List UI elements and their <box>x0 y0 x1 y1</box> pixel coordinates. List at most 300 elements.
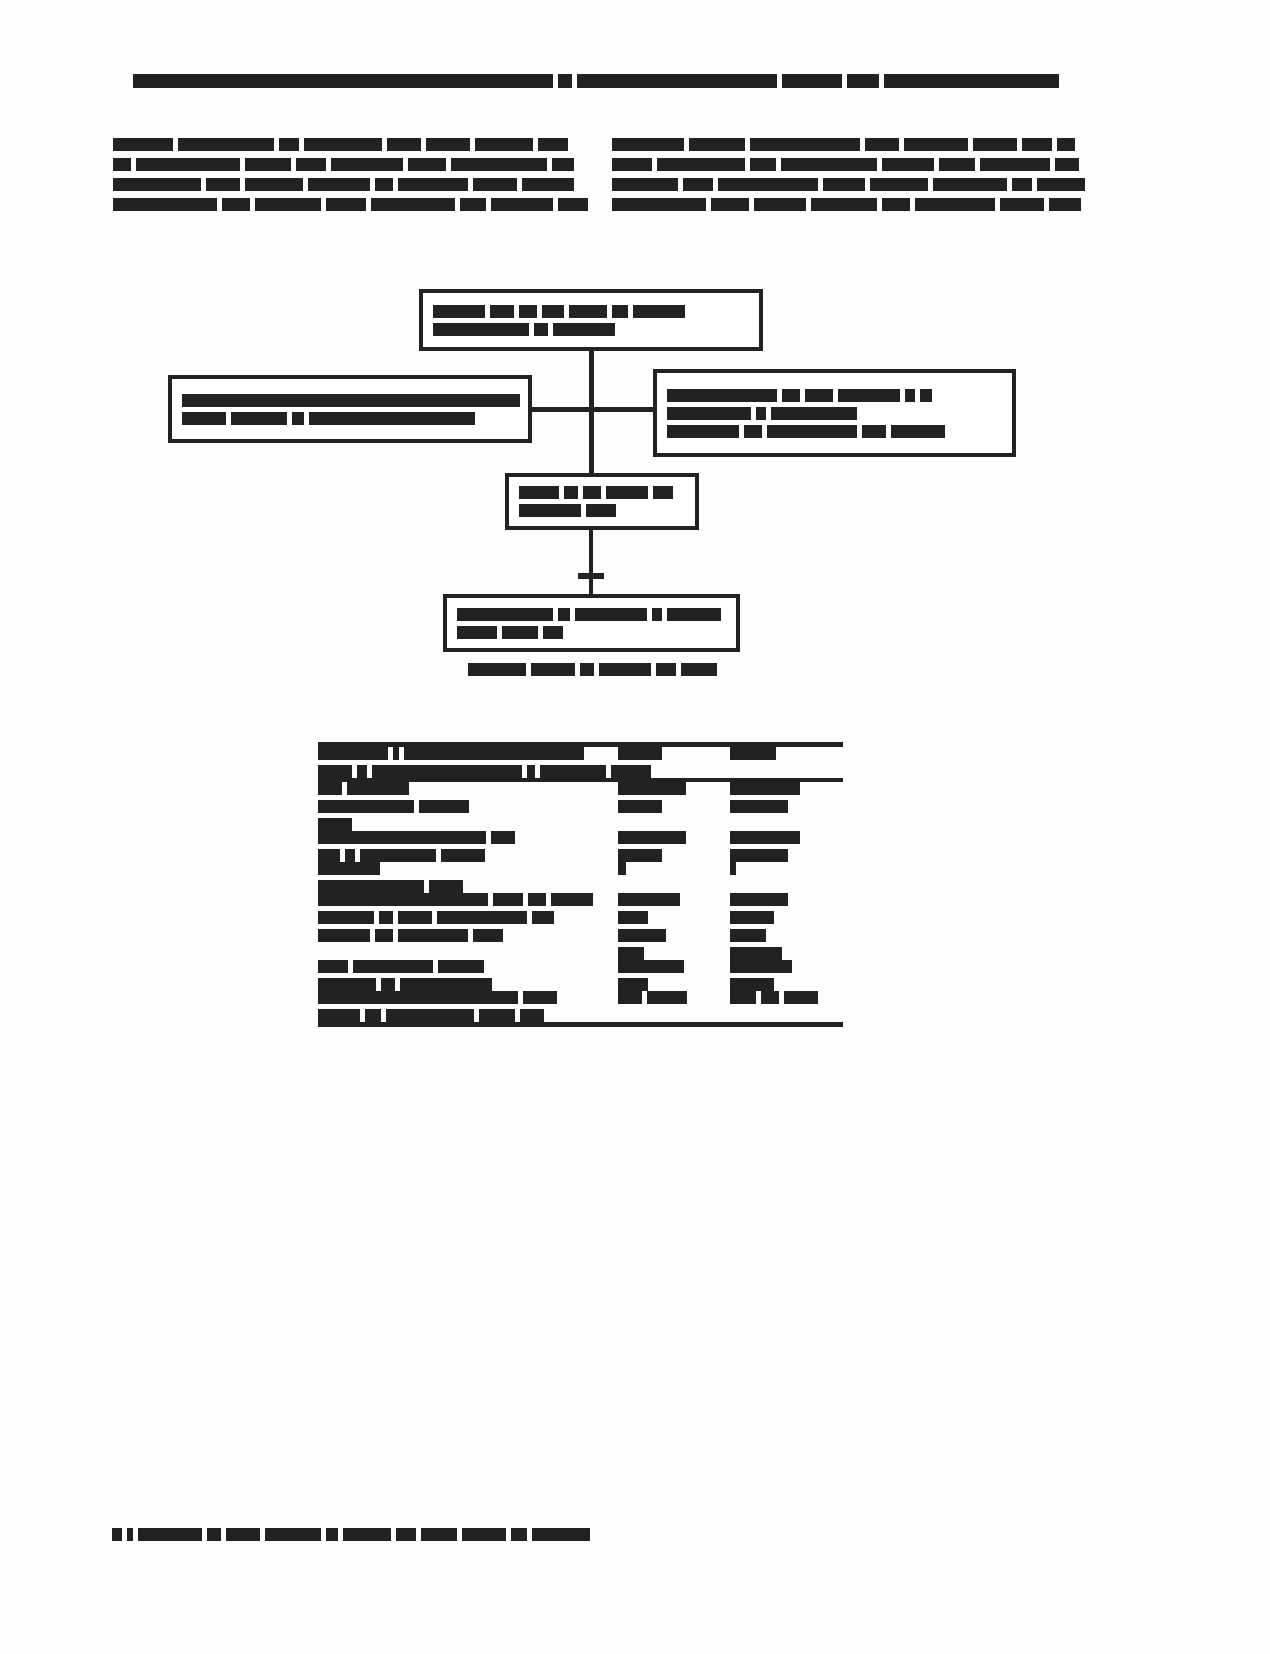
redaction-bar <box>884 74 1059 88</box>
redaction-bar <box>318 747 388 760</box>
redaction-bar <box>558 198 588 211</box>
redaction-bar <box>730 800 788 813</box>
diagram-box-middle[interactable] <box>505 473 699 530</box>
redaction-bar <box>730 929 766 942</box>
redaction-bar <box>577 74 777 88</box>
redaction-bar <box>226 1528 260 1541</box>
redaction-bar <box>519 504 581 517</box>
redaction-bar <box>292 412 304 425</box>
row-value <box>730 978 843 991</box>
redaction-bar <box>551 893 593 906</box>
title-line <box>133 74 1048 88</box>
redaction-bar <box>318 991 518 1004</box>
redaction-bar <box>586 504 616 517</box>
redaction-bar <box>375 178 393 191</box>
redaction-bar <box>296 158 326 171</box>
redaction-bar <box>231 412 287 425</box>
diagram-box-line <box>182 412 518 425</box>
redaction-bar <box>611 765 651 778</box>
redaction-bar <box>318 818 352 831</box>
redaction-bar <box>460 198 486 211</box>
redaction-bar <box>404 747 584 760</box>
row-value <box>618 978 730 991</box>
redaction-bar <box>371 198 455 211</box>
redaction-bar <box>1055 158 1079 171</box>
row-value <box>618 960 730 973</box>
redaction-bar <box>811 198 877 211</box>
table-cell-col1 <box>618 780 730 831</box>
redaction-bar <box>437 911 527 924</box>
table-row[interactable] <box>318 862 843 893</box>
redaction-bar <box>980 158 1050 171</box>
redaction-bar <box>618 947 644 960</box>
redaction-bar <box>667 425 739 438</box>
table-row[interactable] <box>318 991 843 1025</box>
row-label-line <box>318 818 618 831</box>
redaction-bar <box>379 911 393 924</box>
redaction-bar <box>612 178 678 191</box>
redaction-bar <box>127 1528 133 1541</box>
table-row[interactable] <box>318 831 843 862</box>
redaction-bar <box>473 178 517 191</box>
body-line <box>113 158 575 171</box>
redaction-bar <box>308 178 370 191</box>
connector-horizontal-right <box>589 407 659 412</box>
table-cell-col2 <box>730 862 843 893</box>
redaction-bar <box>426 138 470 151</box>
redaction-bar <box>532 1528 590 1541</box>
row-value <box>618 929 730 942</box>
row-value <box>730 947 843 960</box>
redaction-bar <box>441 849 485 862</box>
redaction-bar <box>633 305 685 318</box>
redaction-bar <box>326 198 366 211</box>
table-cell-col1 <box>618 893 730 960</box>
table-cell-col2 <box>730 780 843 831</box>
redaction-bar <box>618 862 626 875</box>
row-value <box>618 849 730 862</box>
redaction-bar <box>847 74 879 88</box>
redaction-bar <box>1057 138 1075 151</box>
redaction-bar <box>767 425 857 438</box>
row-label-line <box>318 978 618 991</box>
table-cell-col1 <box>618 831 730 862</box>
redaction-bar <box>730 978 774 991</box>
diagram-box-top[interactable] <box>419 289 763 351</box>
redaction-bar <box>468 663 526 676</box>
redaction-bar <box>511 1528 527 1541</box>
body-line <box>113 178 575 191</box>
redaction-bar <box>618 978 648 991</box>
redaction-bar <box>396 1528 416 1541</box>
row-label-line <box>318 880 618 893</box>
redaction-bar <box>318 880 424 893</box>
redaction-bar <box>782 74 842 88</box>
row-label-line <box>318 911 618 924</box>
redaction-bar <box>618 849 662 862</box>
redaction-bar <box>457 608 553 621</box>
body-line <box>612 138 1074 151</box>
redaction-bar <box>750 158 776 171</box>
connector-arrow-stem <box>589 573 593 595</box>
redaction-bar <box>457 626 497 639</box>
table-header-col2 <box>730 745 843 781</box>
redaction-bar <box>711 198 749 211</box>
table-row[interactable] <box>318 893 843 960</box>
table-header-row <box>318 745 843 781</box>
redaction-bar <box>182 394 520 407</box>
redaction-bar <box>531 663 575 676</box>
redaction-bar <box>532 911 554 924</box>
redaction-bar <box>870 178 928 191</box>
diagram-box-right[interactable] <box>653 369 1016 457</box>
connector-horizontal-left <box>528 407 594 412</box>
redaction-bar <box>606 486 648 499</box>
redaction-bar <box>136 158 240 171</box>
redaction-bar <box>805 389 833 402</box>
table-row-label <box>318 893 618 960</box>
table-row-label <box>318 780 618 831</box>
redaction-bar <box>583 486 601 499</box>
redaction-bar <box>206 178 240 191</box>
diagram-box-line <box>433 323 749 336</box>
redaction-bar <box>599 663 651 676</box>
table-cell-col2 <box>730 960 843 991</box>
redaction-bar <box>207 1528 221 1541</box>
table-row-label <box>318 831 618 862</box>
row-label-line <box>318 1009 618 1022</box>
header-value <box>730 747 843 760</box>
redaction-bar <box>730 782 800 795</box>
redaction-bar <box>1022 138 1052 151</box>
redaction-bar <box>1012 178 1032 191</box>
redaction-bar <box>360 849 436 862</box>
data-table <box>318 742 843 1027</box>
redaction-bar <box>398 929 468 942</box>
redaction-bar <box>347 782 409 795</box>
row-label-line <box>318 991 618 1004</box>
redaction-bar <box>178 138 274 151</box>
diagram-box-line <box>457 608 726 621</box>
table-row-label <box>318 991 618 1025</box>
redaction-bar <box>612 198 706 211</box>
redaction-bar <box>222 198 250 211</box>
row-value <box>730 929 843 942</box>
redaction-bar <box>345 849 355 862</box>
redaction-bar <box>865 138 899 151</box>
header-line <box>318 765 618 778</box>
redaction-bar <box>343 1528 391 1541</box>
table-row[interactable] <box>318 780 843 831</box>
redaction-bar <box>730 862 736 875</box>
redaction-bar <box>429 880 463 893</box>
redaction-bar <box>540 765 606 778</box>
redaction-bar <box>475 138 533 151</box>
table-cell-col2 <box>730 893 843 960</box>
table-cell-col1 <box>618 862 730 893</box>
redaction-bar <box>781 158 877 171</box>
redaction-bar <box>905 389 915 402</box>
redaction-bar <box>522 178 574 191</box>
redaction-bar <box>527 765 535 778</box>
diagram-box-line <box>519 504 685 517</box>
diagram-box-line <box>667 407 1002 420</box>
redaction-bar <box>318 960 348 973</box>
redaction-bar <box>538 138 568 151</box>
redaction-bar <box>784 991 818 1004</box>
redaction-bar <box>523 991 557 1004</box>
row-label-line <box>318 960 618 973</box>
diagram-box-line <box>182 394 518 407</box>
redaction-bar <box>543 626 563 639</box>
redaction-bar <box>398 911 432 924</box>
redaction-bar <box>823 178 865 191</box>
redaction-bar <box>730 947 782 960</box>
redaction-bar <box>318 862 380 875</box>
redaction-bar <box>419 800 469 813</box>
figure-caption-line <box>440 663 750 676</box>
redaction-bar <box>421 1528 457 1541</box>
table-row-label <box>318 960 618 991</box>
redaction-bar <box>520 1009 544 1022</box>
redaction-bar <box>1000 198 1044 211</box>
redaction-bar <box>652 608 662 621</box>
redaction-bar <box>933 178 1007 191</box>
row-value <box>730 893 843 906</box>
redaction-bar <box>667 608 721 621</box>
redaction-bar <box>939 158 975 171</box>
body-text-left-column <box>113 138 575 218</box>
redaction-bar <box>618 991 642 1004</box>
redaction-bar <box>730 960 792 973</box>
diagram-box-line <box>433 305 749 318</box>
redaction-bar <box>318 800 414 813</box>
redaction-bar <box>462 1528 506 1541</box>
redaction-bar <box>862 425 886 438</box>
redaction-bar <box>683 178 713 191</box>
redaction-bar <box>761 991 779 1004</box>
redaction-bar <box>681 663 717 676</box>
redaction-bar <box>381 978 395 991</box>
redaction-bar <box>479 1009 515 1022</box>
redaction-bar <box>904 138 968 151</box>
figure-caption <box>440 663 750 676</box>
table-cell-col2 <box>730 991 843 1025</box>
row-value <box>618 991 730 1004</box>
redaction-bar <box>331 158 403 171</box>
diagram-box-left[interactable] <box>168 375 532 443</box>
redaction-bar <box>326 1528 338 1541</box>
redaction-bar <box>309 412 475 425</box>
redaction-bar <box>357 765 367 778</box>
redaction-bar <box>245 178 303 191</box>
redaction-bar <box>493 893 523 906</box>
row-value <box>618 831 730 844</box>
header-value <box>618 747 730 760</box>
redaction-bar <box>612 138 684 151</box>
redaction-bar <box>564 486 578 499</box>
row-label-line <box>318 800 618 813</box>
redaction-bar <box>502 626 538 639</box>
redaction-bar <box>920 389 932 402</box>
row-value <box>618 947 730 960</box>
redaction-bar <box>750 138 860 151</box>
redaction-bar <box>730 991 756 1004</box>
diagram-box-line <box>667 389 1002 402</box>
redaction-bar <box>279 138 299 151</box>
row-value <box>730 849 843 862</box>
table-row-label <box>318 862 618 893</box>
redaction-bar <box>553 323 615 336</box>
redaction-bar <box>318 929 370 942</box>
redaction-bar <box>882 198 910 211</box>
redaction-bar <box>569 305 607 318</box>
redaction-bar <box>387 138 421 151</box>
redaction-bar <box>386 1009 474 1022</box>
row-value <box>730 800 843 813</box>
redaction-bar <box>393 747 399 760</box>
redaction-bar <box>433 323 529 336</box>
redaction-bar <box>491 831 515 844</box>
redaction-bar <box>575 608 647 621</box>
redaction-bar <box>133 74 553 88</box>
redaction-bar <box>838 389 900 402</box>
redaction-bar <box>647 991 687 1004</box>
redaction-bar <box>656 663 676 676</box>
redaction-bar <box>318 911 374 924</box>
redaction-bar <box>490 305 514 318</box>
redaction-bar <box>112 1528 122 1541</box>
row-value <box>730 911 843 924</box>
body-line <box>113 198 575 211</box>
process-flow-diagram <box>0 283 1270 703</box>
row-label-line <box>318 929 618 942</box>
redaction-bar <box>519 305 537 318</box>
redaction-bar <box>618 929 666 942</box>
redaction-bar <box>138 1528 202 1541</box>
body-line <box>612 158 1074 171</box>
redaction-bar <box>657 158 745 171</box>
redaction-bar <box>519 486 559 499</box>
table-cell-col1 <box>618 991 730 1025</box>
row-value <box>730 862 843 875</box>
row-value <box>618 893 730 906</box>
row-value <box>730 991 843 1004</box>
redaction-bar <box>689 138 745 151</box>
redaction-bar <box>1037 178 1085 191</box>
table-cell-col1 <box>618 960 730 991</box>
row-value <box>618 782 730 795</box>
redaction-bar <box>353 960 433 973</box>
redaction-bar <box>730 911 774 924</box>
redaction-bar <box>744 425 762 438</box>
redaction-bar <box>473 929 503 942</box>
redaction-bar <box>451 158 547 171</box>
redaction-bar <box>618 782 686 795</box>
redaction-bar <box>400 978 492 991</box>
row-label-line <box>318 862 618 875</box>
redaction-bar <box>618 831 686 844</box>
redaction-bar <box>667 407 751 420</box>
diagram-box-line <box>667 425 1002 438</box>
table-cell-col2 <box>730 831 843 862</box>
page-title <box>133 74 1048 91</box>
redaction-bar <box>438 960 484 973</box>
redaction-bar <box>113 138 173 151</box>
redaction-bar <box>618 960 684 973</box>
redaction-bar <box>528 893 546 906</box>
redaction-bar <box>182 412 226 425</box>
row-label-line <box>318 893 618 906</box>
redaction-bar <box>318 765 352 778</box>
redaction-bar <box>653 486 673 499</box>
redaction-bar <box>612 158 652 171</box>
redaction-bar <box>372 765 522 778</box>
redaction-bar <box>534 323 548 336</box>
redaction-bar <box>580 663 594 676</box>
row-value <box>618 862 730 875</box>
body-text-right-column <box>612 138 1074 218</box>
redaction-bar <box>255 198 321 211</box>
redaction-bar <box>618 911 648 924</box>
redaction-bar <box>375 929 393 942</box>
row-value <box>730 831 843 844</box>
redaction-bar <box>612 305 628 318</box>
redaction-bar <box>618 800 662 813</box>
body-line <box>612 198 1074 211</box>
body-line <box>113 138 575 151</box>
redaction-bar <box>558 74 572 88</box>
diagram-box-bottom[interactable] <box>443 594 740 652</box>
row-value <box>730 782 843 795</box>
header-line <box>318 747 618 760</box>
redaction-bar <box>318 1009 360 1022</box>
row-label-line <box>318 782 618 795</box>
redaction-bar <box>433 305 485 318</box>
redaction-bar <box>491 198 553 211</box>
row-label-line <box>318 849 618 862</box>
redaction-bar <box>882 158 934 171</box>
redaction-bar <box>245 158 291 171</box>
redaction-bar <box>667 389 777 402</box>
redaction-bar <box>730 747 776 760</box>
redaction-bar <box>756 407 766 420</box>
redaction-bar <box>891 425 945 438</box>
page-footer <box>112 1528 572 1541</box>
redaction-bar <box>365 1009 381 1022</box>
diagram-box-line <box>519 486 685 499</box>
row-value <box>730 960 843 973</box>
redaction-bar <box>618 747 662 760</box>
redaction-bar <box>771 407 857 420</box>
body-line <box>612 178 1074 191</box>
redaction-bar <box>915 198 995 211</box>
redaction-bar <box>782 389 800 402</box>
redaction-bar <box>408 158 446 171</box>
redaction-bar <box>730 849 788 862</box>
row-value <box>618 800 730 813</box>
redaction-bar <box>398 178 468 191</box>
redaction-bar <box>113 178 201 191</box>
redaction-bar <box>113 198 217 211</box>
table-row[interactable] <box>318 960 843 991</box>
redaction-bar <box>318 978 376 991</box>
redaction-bar <box>730 831 800 844</box>
redaction-bar <box>318 831 486 844</box>
redaction-bar <box>318 893 488 906</box>
redaction-bar <box>265 1528 321 1541</box>
redaction-bar <box>730 893 788 906</box>
